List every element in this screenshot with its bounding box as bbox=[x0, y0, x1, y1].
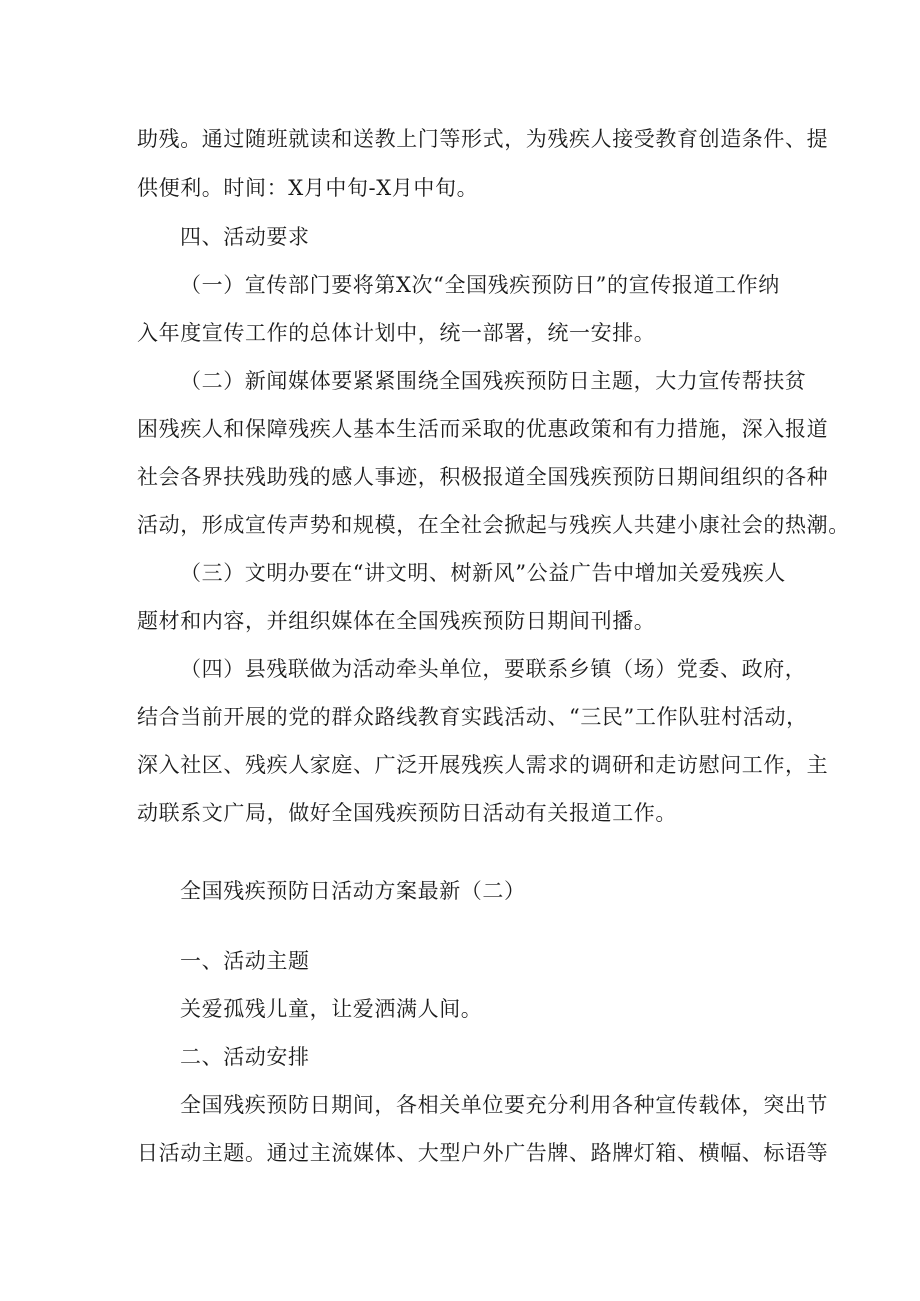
paragraph-line: 困残疾人和保障残疾人基本生活而采取的优惠政策和有力措施，深入报道 bbox=[137, 417, 829, 441]
paragraph-line: 题材和内容，并组织媒体在全国残疾预防日期间刊播。 bbox=[137, 609, 656, 633]
section-heading: 一、活动主题 bbox=[180, 949, 310, 973]
paragraph-line: 动联系文广局，做好全国残疾预防日活动有关报道工作。 bbox=[137, 801, 677, 825]
paragraph-line: （三）文明办要在“讲文明、树新风”公益广告中增加关爱残疾人 bbox=[180, 561, 786, 585]
paragraph-line: 助残。通过随班就读和送教上门等形式，为残疾人接受教育创造条件、提 bbox=[137, 127, 829, 151]
document-subtitle: 全国残疾预防日活动方案最新（二） bbox=[180, 879, 526, 903]
paragraph-line: （一）宣传部门要将第X次“全国残疾预防日”的宣传报道工作纳 bbox=[180, 273, 780, 297]
section-heading: 四、活动要求 bbox=[180, 225, 310, 249]
paragraph-line: 社会各界扶残助残的感人事迹，积极报道全国残疾预防日期间组织的各种 bbox=[137, 465, 829, 489]
paragraph-line: 日活动主题。通过主流媒体、大型户外广告牌、路牌灯箱、横幅、标语等 bbox=[137, 1141, 829, 1165]
paragraph-line: 入年度宣传工作的总体计划中，统一部署，统一安排。 bbox=[137, 321, 656, 345]
paragraph-line: （二）新闻媒体要紧紧围绕全国残疾预防日主题，大力宣传帮扶贫 bbox=[180, 369, 807, 393]
paragraph-line: 全国残疾预防日期间，各相关单位要充分利用各种宣传载体，突出节 bbox=[180, 1093, 828, 1117]
paragraph-line: （四）县残联做为活动牵头单位，要联系乡镇（场）党委、政府， bbox=[180, 657, 807, 681]
paragraph-line: 活动，形成宣传声势和规模，在全社会掀起与残疾人共建小康社会的热潮。 bbox=[137, 513, 850, 537]
paragraph-line: 供便利。时间：X月中旬-X月中旬。 bbox=[137, 176, 479, 200]
section-heading: 二、活动安排 bbox=[180, 1045, 310, 1069]
paragraph-line: 结合当前开展的党的群众路线教育实践活动、“三民”工作队驻村活动， bbox=[137, 705, 808, 729]
paragraph-line: 深入社区、残疾人家庭、广泛开展残疾人需求的调研和走访慰问工作，主 bbox=[137, 753, 829, 777]
paragraph-line: 关爱孤残儿童，让爱洒满人间。 bbox=[180, 997, 483, 1021]
